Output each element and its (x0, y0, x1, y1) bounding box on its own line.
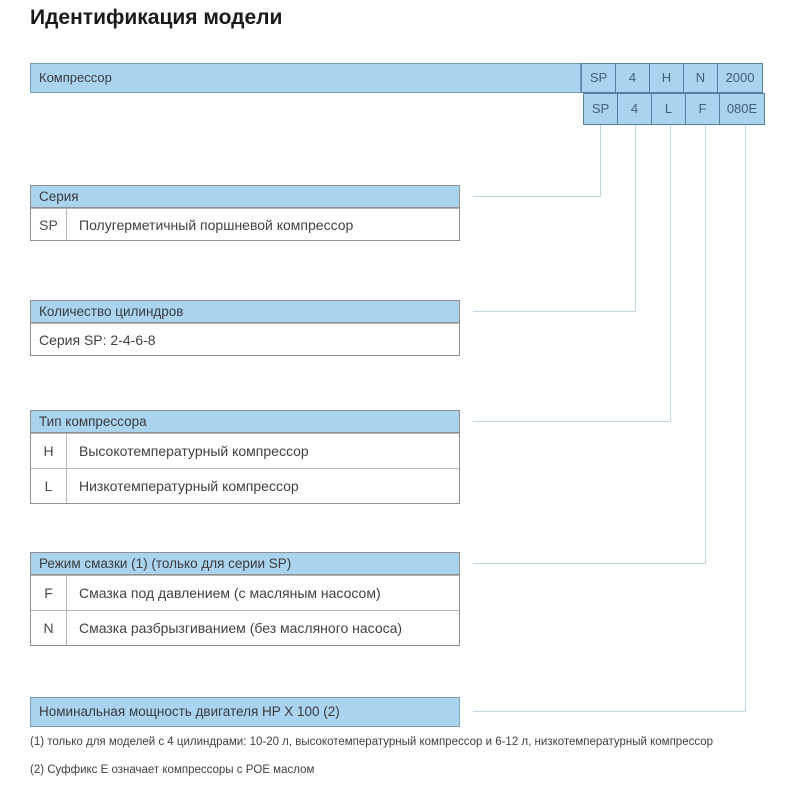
connector-line-power (473, 711, 746, 712)
model-code-cell: N (683, 63, 718, 93)
section-lubrication-header: Режим смазки (1) (только для серии SP) (31, 553, 459, 575)
row-code: N (31, 611, 67, 645)
row-code: SP (31, 209, 67, 240)
section-series (30, 185, 460, 241)
table-row (31, 468, 459, 503)
footnote-1: (1) только для моделей с 4 цилиндрами: 10-20 л, высокотемпературный компрессор и 6-12 л, низкотемпературный компрессор (30, 736, 714, 748)
table-row (31, 323, 459, 355)
connector-line-series (473, 196, 601, 197)
model-code-cell: H (649, 63, 684, 93)
model-code-cell: SP (583, 93, 618, 125)
section-series-header: Серия (31, 186, 459, 208)
section-cylinders (30, 300, 460, 356)
section-cylinders-header: Количество цилиндров (31, 301, 459, 323)
row-description: Высокотемпературный компрессор (79, 443, 309, 459)
connector-line-cylinders (473, 311, 636, 312)
model-code-cell: 2000 (717, 63, 763, 93)
table-row (31, 575, 459, 610)
compressor-bar (30, 63, 581, 93)
connector-line-series (600, 125, 601, 196)
row-code: F (31, 576, 67, 610)
row-description: Смазка под давлением (с масляным насосом) (79, 585, 381, 601)
model-code-row-1 (581, 63, 763, 93)
connector-line-type (473, 421, 671, 422)
table-row (31, 208, 459, 240)
model-code-cell: 4 (615, 63, 650, 93)
page-title: Идентификация модели (30, 6, 283, 29)
row-description: Полугерметичный поршневой компрессор (79, 216, 354, 233)
section-type-header: Тип компрессора (31, 411, 459, 433)
connector-line-lubrication (473, 563, 706, 564)
section-type (30, 410, 460, 504)
connector-line-lubrication (705, 125, 706, 563)
model-code-cell: 4 (617, 93, 652, 125)
table-row (31, 610, 459, 645)
model-code-cell: 080E (719, 93, 765, 125)
connector-line-cylinders (635, 125, 636, 311)
model-code-cell: L (651, 93, 686, 125)
model-code-cell: SP (581, 63, 616, 93)
connector-line-power (745, 125, 746, 711)
model-code-row-2 (583, 93, 765, 125)
footnote-2: (2) Суффикс Е означает компрессоры с POE маслом (30, 764, 315, 776)
row-code: H (31, 434, 67, 468)
row-code: L (31, 469, 67, 503)
section-power-header: Номинальная мощность двигателя HP X 100 (2) (30, 697, 460, 727)
compressor-bar-label: Компрессор (39, 70, 112, 85)
row-description: Смазка разбрызгиванием (без масляного насоса) (79, 620, 403, 636)
row-description: Серия SP: 2-4-6-8 (39, 331, 156, 348)
model-code-cell: F (685, 93, 720, 125)
section-lubrication (30, 552, 460, 646)
connector-line-type (670, 125, 671, 421)
row-description: Низкотемпературный компрессор (79, 478, 299, 494)
table-row (31, 433, 459, 468)
